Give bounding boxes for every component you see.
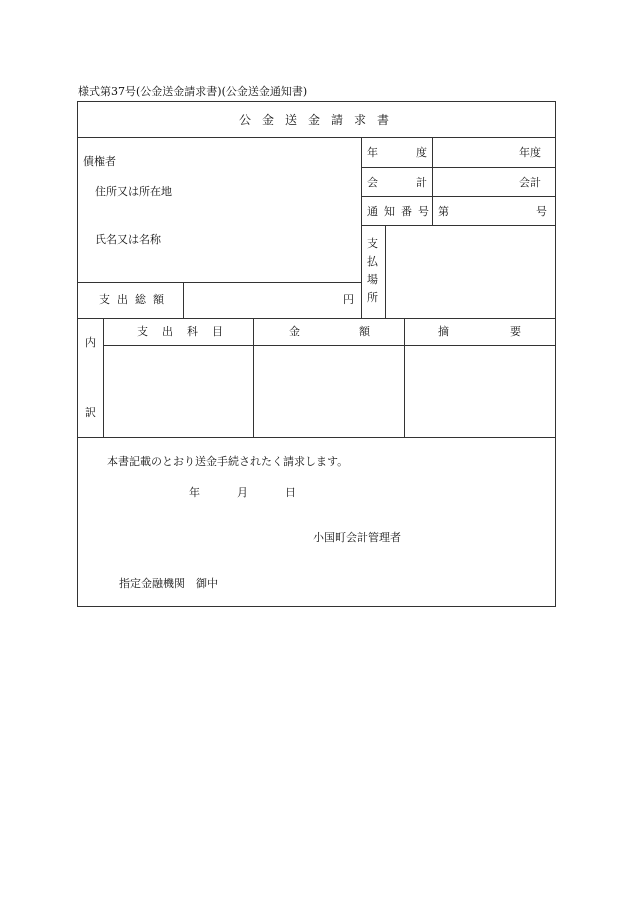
account-value: 会計 — [519, 176, 541, 189]
breakdown-side-bottom: 訳 — [85, 406, 96, 419]
notice-dai: 第 — [438, 205, 449, 218]
title-char: 金 — [308, 113, 321, 127]
title-char: 請 — [331, 113, 344, 127]
title-char: 書 — [377, 113, 390, 127]
title-char: 求 — [354, 113, 367, 127]
addressee: 指定金融機関 御中 — [119, 577, 218, 590]
date-month: 月 — [237, 486, 248, 499]
address-label: 住所又は所在地 — [95, 185, 172, 198]
date-year: 年 — [189, 486, 200, 499]
yen-unit: 円 — [343, 293, 354, 306]
title-char: 金 — [262, 113, 275, 127]
date-day: 日 — [285, 486, 296, 499]
breakdown-side-top: 内 — [85, 336, 96, 349]
request-statement: 本書記載のとおり送金手続されたく請求します。 — [107, 455, 349, 468]
form-number-label: 様式第37号(公金送金請求書)(公金送金通知書) — [78, 85, 308, 98]
title-char: 公 — [239, 113, 252, 127]
creditor-label: 債権者 — [83, 155, 116, 168]
accounting-manager: 小国町会計管理者 — [313, 531, 401, 544]
fiscal-year-value: 年度 — [519, 146, 541, 159]
title-char: 送 — [285, 113, 298, 127]
name-label: 氏名又は名称 — [95, 233, 161, 246]
notice-go: 号 — [536, 205, 547, 218]
